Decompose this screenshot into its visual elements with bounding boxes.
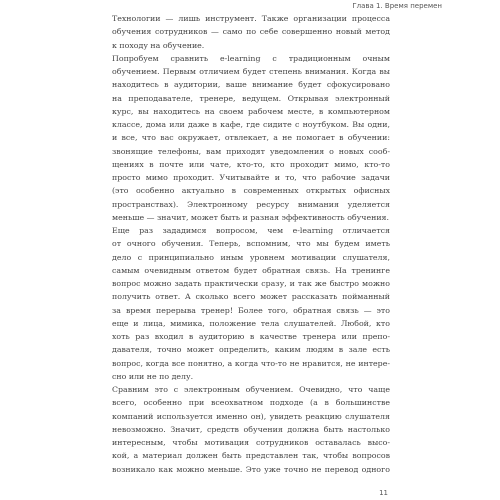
text-line: вопрос можно задать практически сразу, и так же быстро можно xyxy=(112,279,390,288)
text-line: щениях в почте или чате, кто-то, кто проходит мимо, кто-то xyxy=(112,159,390,169)
text-line: Технологии — лишь инструмент. Также организации процесса xyxy=(112,14,390,23)
text-line: за время перерыва тренер! Более того, обратная связь — это xyxy=(112,305,390,315)
text-line: еще и лица, мимика, положение тела слушателей. Любой, кто xyxy=(112,318,390,328)
page-number: 11 xyxy=(379,489,388,497)
text-line: кой, а материал должен быть представлен так, чтобы вопросов xyxy=(112,451,390,461)
text-line: (это особенно актуально в современных открытых офисных xyxy=(112,186,390,196)
text-line: классе, дома или даже в кафе, где сидите с ноутбуком. Вы одни, xyxy=(112,120,390,129)
text-line: сно или не по делу. xyxy=(112,371,194,381)
body-text xyxy=(112,12,390,476)
text-line: интересным, чтобы мотивация сотрудников оставалась высо- xyxy=(112,438,390,447)
text-line: звонящие телефоны, вам приходят уведомления о новых сооб- xyxy=(112,146,390,156)
text-line: и все, что вас окружает, отвлекает, а не помогает в обучении: xyxy=(112,133,390,143)
text-line: Еще раз зададимся вопросом, чем e-learning отличается xyxy=(112,226,390,235)
text-line: на преподавателе, тренере, ведущем. Открывая электронный xyxy=(112,93,390,103)
text-line: получить ответ. А сколько всего может рассказать пойманный xyxy=(112,292,390,302)
text-line: всего, особенно при всеохватном подходе (а в большинстве xyxy=(112,398,390,408)
text-line: Сравним это с электронным обучением. Очевидно, что чаще xyxy=(112,385,390,394)
text-line: самым очевидным ответом будет обратная связь. На тренинге xyxy=(112,265,390,275)
text-line: компаний используется именно он), увидеть реакцию слушателя xyxy=(112,411,390,421)
running-head: Глава 1. Время перемен xyxy=(352,2,442,10)
text-line: от очного обучения. Теперь, вспомним, что мы будем иметь xyxy=(112,239,390,249)
text-line: меньше — значит, может быть и разная эффективность обучения. xyxy=(112,212,389,222)
text-line: курс, вы находитесь на своем рабочем месте, в компьютерном xyxy=(112,106,390,116)
text-line: к походу на обучение. xyxy=(112,40,205,50)
text-line: вопрос, когда все понятно, а когда что-то не нравится, не интере- xyxy=(112,358,390,368)
text-line: давателя, точно может определить, каким людям в зале есть xyxy=(112,345,390,355)
text-line: обучением. Первым отличием будет степень внимания. Когда вы xyxy=(112,67,390,76)
text-line: дело с принципиально иным уровнем мотивации слушателя, xyxy=(112,252,390,262)
text-line: просто мимо проходит. Учитывайте и то, что рабочие задачи xyxy=(112,173,390,182)
text-line: хоть раз входил в аудиторию в качестве тренера или препо- xyxy=(112,332,390,341)
text-line: возникало как можно меньше. Это уже точно не перевод одного xyxy=(112,464,390,474)
text-line: невозможно. Значит, средств обучения должна быть настолько xyxy=(112,424,390,434)
text-line: обучения сотрудников — само по себе совершенно новый метод xyxy=(112,27,390,37)
text-line: находитесь в аудитории, ваше внимание будет сфокусировано xyxy=(112,80,390,90)
text-line: пространствах). Электронному ресурсу внимания уделяется xyxy=(112,199,390,209)
text-line: Попробуем сравнить e-learning с традиционным очным xyxy=(112,53,390,63)
